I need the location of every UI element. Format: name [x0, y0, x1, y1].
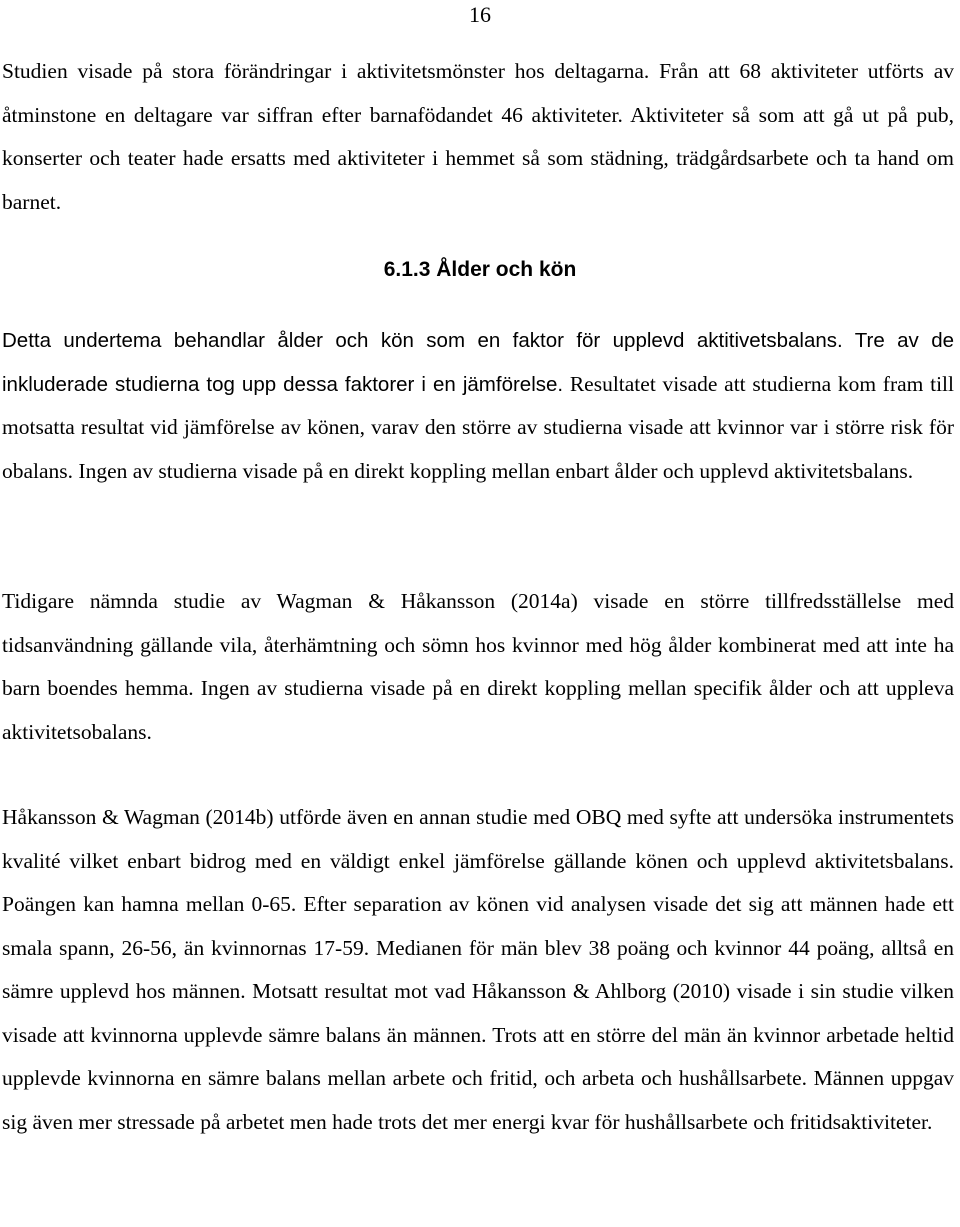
paragraph-wagman-hakansson-2014a: Tidigare nämnda studie av Wagman & Håkansson (2014a) visade en större tillfredsställelse med tidsanvändning gällande vila, återhämtning och sömn hos kvinnor med hög ålder kombinerat med att inte ha barn boendes hemma. Ingen av studierna visade på en direkt koppling mellan specifik ålder och att uppleva aktivitetsobalans.	[2, 589, 954, 744]
page-number: 16	[469, 2, 491, 27]
paragraph-intro: Studien visade på stora förändringar i aktivitetsmönster hos deltagarna. Från att 68 aktiviteter utförts av åtminstone en deltagare var siffran efter barnafödandet 46 aktiviteter. Aktiviteter så som att gå ut på pub, konserter och teater hade ersatts med aktiviteter i hemmet så som städning, trädgårdsarbete och ta hand om barnet.	[2, 59, 954, 214]
section-heading: 6.1.3 Ålder och kön	[383, 258, 577, 281]
paragraph-age-gender-lead: Detta undertema behandlar ålder och kön som en faktor för upplevd aktitivetsbalans. Tre av de inkluderade studierna tog upp dessa faktorer i en jämförelse.	[2, 329, 954, 396]
paragraph-age-gender-rest: Resultatet visade att studierna kom fram till motsatta resultat vid jämförelse av könen, varav den större av studierna visade att kvinnor var i större risk för obalans. Ingen av studierna visade på en direkt koppling mellan enbart ålder och upplevd aktivitetsbalans.	[2, 371, 954, 483]
paragraph-hakansson-wagman-2014b: Håkansson & Wagman (2014b) utförde även en annan studie med OBQ med syfte att undersöka instrumentets kvalité vilket enbart bidrog med en väldigt enkel jämförelse gällande könen och upplevd aktivitetsbalans. Poängen kan hamna mellan 0-65. Efter separation av könen vid analysen visade det sig att männen hade ett smala spann, 26-56, än kvinnornas 17-59. Medianen för män blev 38 poäng och kvinnor 44 poäng, alltså en sämre upplevd hos männen. Motsatt resultat mot vad Håkansson & Ahlborg (2010) visade i sin studie vilken visade att kvinnorna upplevde sämre balans än männen. Trots att en större del män än kvinnor arbetade heltid upplevde kvinnorna en sämre balans mellan arbete och fritid, och arbeta och hushållsarbete. Männen uppgav sig även mer stressade på arbetet men hade trots det mer energi kvar för hushållsarbete och fritidsaktiviteter.	[2, 805, 954, 1134]
paragraph-age-gender	[2, 319, 954, 493]
